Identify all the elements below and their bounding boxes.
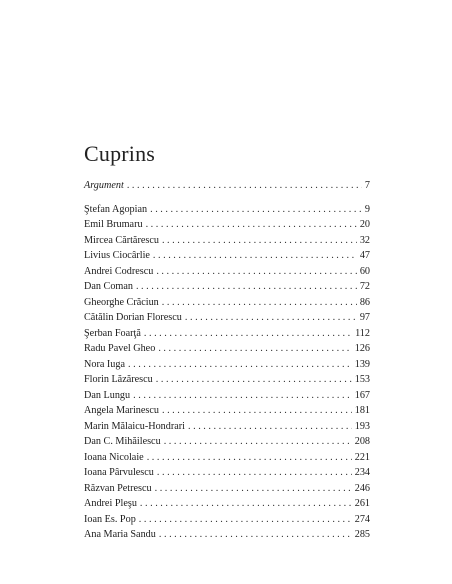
- toc-entry: [84, 403, 370, 419]
- toc-entry-page-number: 47: [359, 250, 370, 261]
- dot-leader: [157, 465, 352, 481]
- toc-entry-name: Nora Iuga: [84, 358, 126, 370]
- dot-leader: [139, 512, 352, 528]
- toc-entry-page-number: 20: [359, 219, 370, 230]
- dot-leader: [136, 279, 357, 295]
- toc-entry: [84, 310, 370, 326]
- toc-entry-page-number: 86: [359, 296, 370, 308]
- toc-entry-page-number: 60: [359, 265, 370, 277]
- toc-entry-page-number: 181: [354, 405, 370, 416]
- toc-entry: [84, 450, 370, 466]
- toc-entry-page-number: 153: [354, 374, 370, 385]
- toc-entry-name: Răzvan Petrescu: [84, 482, 152, 494]
- toc-entry-name: Ioana Pârvulescu: [84, 467, 154, 478]
- toc-entry-page-number: 139: [354, 358, 370, 370]
- toc-entry-page-number: 126: [354, 343, 370, 354]
- toc-entry-page-number: 285: [354, 529, 370, 540]
- toc-entry: [84, 279, 370, 295]
- dot-leader: [128, 357, 352, 373]
- toc-entry-name: Ioan Es. Pop: [84, 513, 136, 525]
- dot-leader: [188, 419, 352, 435]
- toc-entry-page-number: 167: [354, 389, 370, 401]
- toc-entry-name: Marin Mălaicu-Hondrari: [84, 420, 185, 432]
- toc-entry: [84, 481, 370, 497]
- dot-leader: [153, 248, 357, 264]
- toc-entry-page-number: 97: [359, 312, 370, 323]
- dot-leader: [127, 178, 362, 194]
- dot-leader: [146, 217, 357, 233]
- toc-entry: [84, 388, 370, 404]
- toc-entry-name: Ana Maria Sandu: [84, 529, 156, 540]
- toc-entry-name: Mircea Cărtărescu: [84, 234, 159, 246]
- toc-entry-name: Gheorghe Crăciun: [84, 296, 159, 308]
- table-of-contents: [84, 178, 370, 543]
- dot-leader: [162, 233, 357, 249]
- toc-entry: [84, 233, 370, 249]
- dot-leader: [185, 310, 357, 326]
- dot-leader: [150, 202, 362, 218]
- toc-entry-page-number: 112: [355, 327, 370, 339]
- toc-entry: [84, 357, 370, 373]
- toc-entry: [84, 202, 370, 218]
- toc-entry-page-number: 9: [364, 203, 370, 215]
- toc-entry: [84, 434, 370, 450]
- toc-entry-name: Cătălin Dorian Florescu: [84, 312, 182, 323]
- dot-leader: [156, 264, 356, 280]
- toc-entry-page-number: 274: [354, 513, 370, 525]
- dot-leader: [162, 295, 357, 311]
- toc-entry-name: Florin Lăzărescu: [84, 374, 153, 385]
- dot-leader: [147, 450, 352, 466]
- toc-entry: [84, 341, 370, 357]
- toc-entry-name: Radu Pavel Gheo: [84, 343, 156, 354]
- toc-entry: [84, 248, 370, 264]
- toc-entry: [84, 264, 370, 280]
- toc-entry-page-number: 7: [364, 180, 370, 191]
- toc-entry: [84, 295, 370, 311]
- dot-leader: [158, 341, 351, 357]
- dot-leader: [155, 481, 352, 497]
- toc-entry-name: Dan Lungu: [84, 389, 131, 401]
- toc-entry: [84, 178, 370, 194]
- toc-entry-page-number: 208: [354, 436, 370, 447]
- toc-entry-page-number: 32: [359, 234, 370, 246]
- toc-entry: [84, 372, 370, 388]
- toc-entry-name: Livius Ciocârlie: [84, 250, 150, 261]
- toc-entry-name: Ioana Nicolaie: [84, 451, 144, 463]
- toc-entry: [84, 419, 370, 435]
- page-title: Cuprins: [84, 140, 156, 166]
- toc-entry-name: Dan C. Mihăilescu: [84, 436, 161, 447]
- toc-entry-name: Andrei Pleşu: [84, 498, 137, 509]
- toc-entry-name: Andrei Codrescu: [84, 265, 154, 277]
- toc-entry: [84, 496, 370, 512]
- toc-entry-page-number: 193: [354, 420, 370, 432]
- toc-entry: [84, 217, 370, 233]
- dot-leader: [156, 372, 352, 388]
- dot-leader: [133, 388, 352, 404]
- toc-entry-name: Argument: [84, 180, 124, 191]
- toc-entry-name: Emil Brumaru: [84, 219, 143, 230]
- dot-leader: [144, 326, 352, 342]
- toc-entry: [84, 465, 370, 481]
- toc-entry-name: Ştefan Agopian: [84, 203, 148, 215]
- toc-entry-page-number: 72: [359, 281, 370, 292]
- dot-leader: [164, 434, 352, 450]
- toc-entry: [84, 512, 370, 528]
- dot-leader: [140, 496, 352, 512]
- toc-entry: [84, 527, 370, 543]
- dot-leader: [162, 403, 352, 419]
- dot-leader: [159, 527, 352, 543]
- toc-entry-page-number: 234: [354, 467, 370, 478]
- toc-entry-name: Dan Coman: [84, 281, 133, 292]
- toc-entry: [84, 326, 370, 342]
- toc-entry-page-number: 246: [354, 482, 370, 494]
- toc-entry-page-number: 261: [354, 498, 370, 509]
- toc-entry-page-number: 221: [354, 451, 370, 463]
- toc-entry-name: Şerban Foarţă: [84, 327, 141, 339]
- toc-entry-name: Angela Marinescu: [84, 405, 159, 416]
